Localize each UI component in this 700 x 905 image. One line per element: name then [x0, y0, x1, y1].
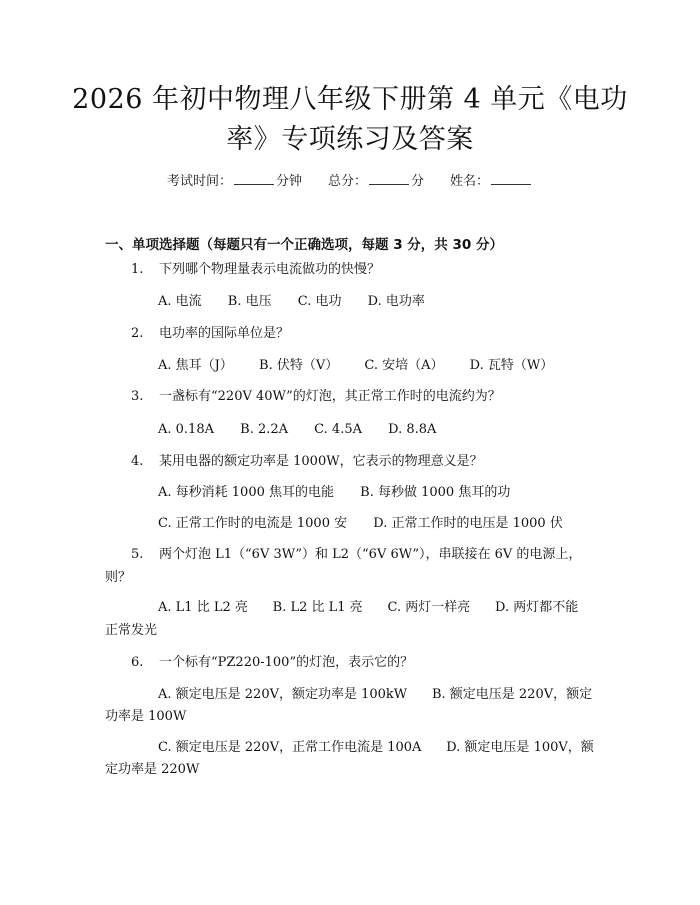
question-1	[131, 263, 380, 276]
option-b: B. 每秒做 1000 焦耳的功	[360, 485, 511, 500]
exam-score-blank	[369, 172, 409, 185]
question-5-options: A. L1 比 L2 亮 B. L2 比 L1 亮 C. 两灯一样亮 D. 两灯都不能	[158, 600, 579, 615]
question-4-options-row1	[158, 486, 532, 499]
exam-score-field	[328, 170, 424, 189]
exam-info-row	[0, 170, 700, 189]
question-1-options	[158, 295, 447, 308]
exam-time-blank	[234, 172, 274, 185]
option-c: C. 电功	[297, 294, 342, 309]
question-text: 电功率的国际单位是？	[159, 326, 290, 341]
question-6	[131, 656, 413, 669]
exam-name-label: 姓名：	[450, 174, 490, 189]
question-5	[131, 548, 581, 561]
question-number: 2.	[131, 326, 144, 341]
question-6-options-row2-continued: 定功率是 220W	[105, 762, 200, 777]
exam-time-field	[167, 170, 302, 189]
question-4-options-row2	[158, 517, 585, 530]
question-number: 6.	[131, 655, 144, 670]
option-a: A. 焦耳（J）	[158, 358, 233, 373]
option-d: D. 8.8A	[388, 422, 437, 437]
exam-score-label: 总分：	[327, 174, 367, 189]
question-6-options-row1: A. 额定电压是 220V，额定功率是 100kW B. 额定电压是 220V，额定	[158, 687, 593, 702]
option-d: D. 正常工作时的电压是 1000 伏	[373, 516, 563, 531]
question-5-text-continued: 则？	[105, 570, 132, 585]
question-text: 下列哪个物理量表示电流做功的快慢？	[159, 262, 381, 277]
question-text: 某用电器的额定功率是 1000W，它表示的物理意义是？	[159, 454, 483, 469]
exam-name-blank	[491, 172, 531, 185]
question-number: 1.	[131, 262, 144, 277]
option-c: C. 4.5A	[314, 422, 362, 437]
question-2-options	[158, 359, 575, 372]
document-title-line1: 2026 年初中物理八年级下册第 4 单元《电功	[72, 84, 628, 115]
question-6-options-row1-continued: 功率是 100W	[105, 709, 187, 724]
option-c: C. 正常工作时的电流是 1000 安	[158, 516, 348, 531]
option-c: C. 安培（A）	[364, 358, 444, 373]
exam-name-field	[450, 170, 533, 189]
section-heading-single-choice: 一、单项选择题（每题只有一个正确选项，每题 3 分，共 30 分）	[105, 237, 503, 253]
question-text: 一盏标有“220V 40W”的灯泡，其正常工作时的电流约为？	[159, 389, 501, 404]
question-text: 两个灯泡 L1（“6V 3W”）和 L2（“6V 6W”），串联接在 6V 的电源上，	[159, 547, 582, 562]
question-number: 3.	[131, 389, 144, 404]
option-a: A. 电流	[158, 294, 202, 309]
option-d: D. 电功率	[367, 294, 425, 309]
question-4	[131, 455, 483, 468]
document-title-line2: 率》专项练习及答案	[226, 124, 474, 155]
option-a: A. 每秒消耗 1000 焦耳的电能	[158, 485, 335, 500]
question-3	[131, 390, 501, 403]
option-b: B. 2.2A	[240, 422, 289, 437]
option-a: A. 0.18A	[158, 422, 214, 437]
question-text: 一个标有“PZ220-100”的灯泡，表示它的？	[159, 655, 414, 670]
exam-time-label: 考试时间：	[166, 174, 232, 189]
exam-score-unit: 分	[411, 174, 425, 189]
question-number: 5.	[131, 547, 144, 562]
question-3-options	[158, 423, 458, 436]
question-2	[131, 327, 289, 340]
question-number: 4.	[131, 454, 144, 469]
question-6-options-row2: C. 额定电压是 220V，正常工作电流是 100A D. 额定电压是 100V，额	[158, 740, 594, 755]
option-b: B. 伏特（V）	[259, 358, 339, 373]
exam-time-unit: 分钟	[275, 174, 302, 189]
option-d: D. 瓦特（W）	[469, 358, 554, 373]
option-b: B. 电压	[227, 294, 272, 309]
question-5-options-continued: 正常发光	[105, 623, 158, 638]
